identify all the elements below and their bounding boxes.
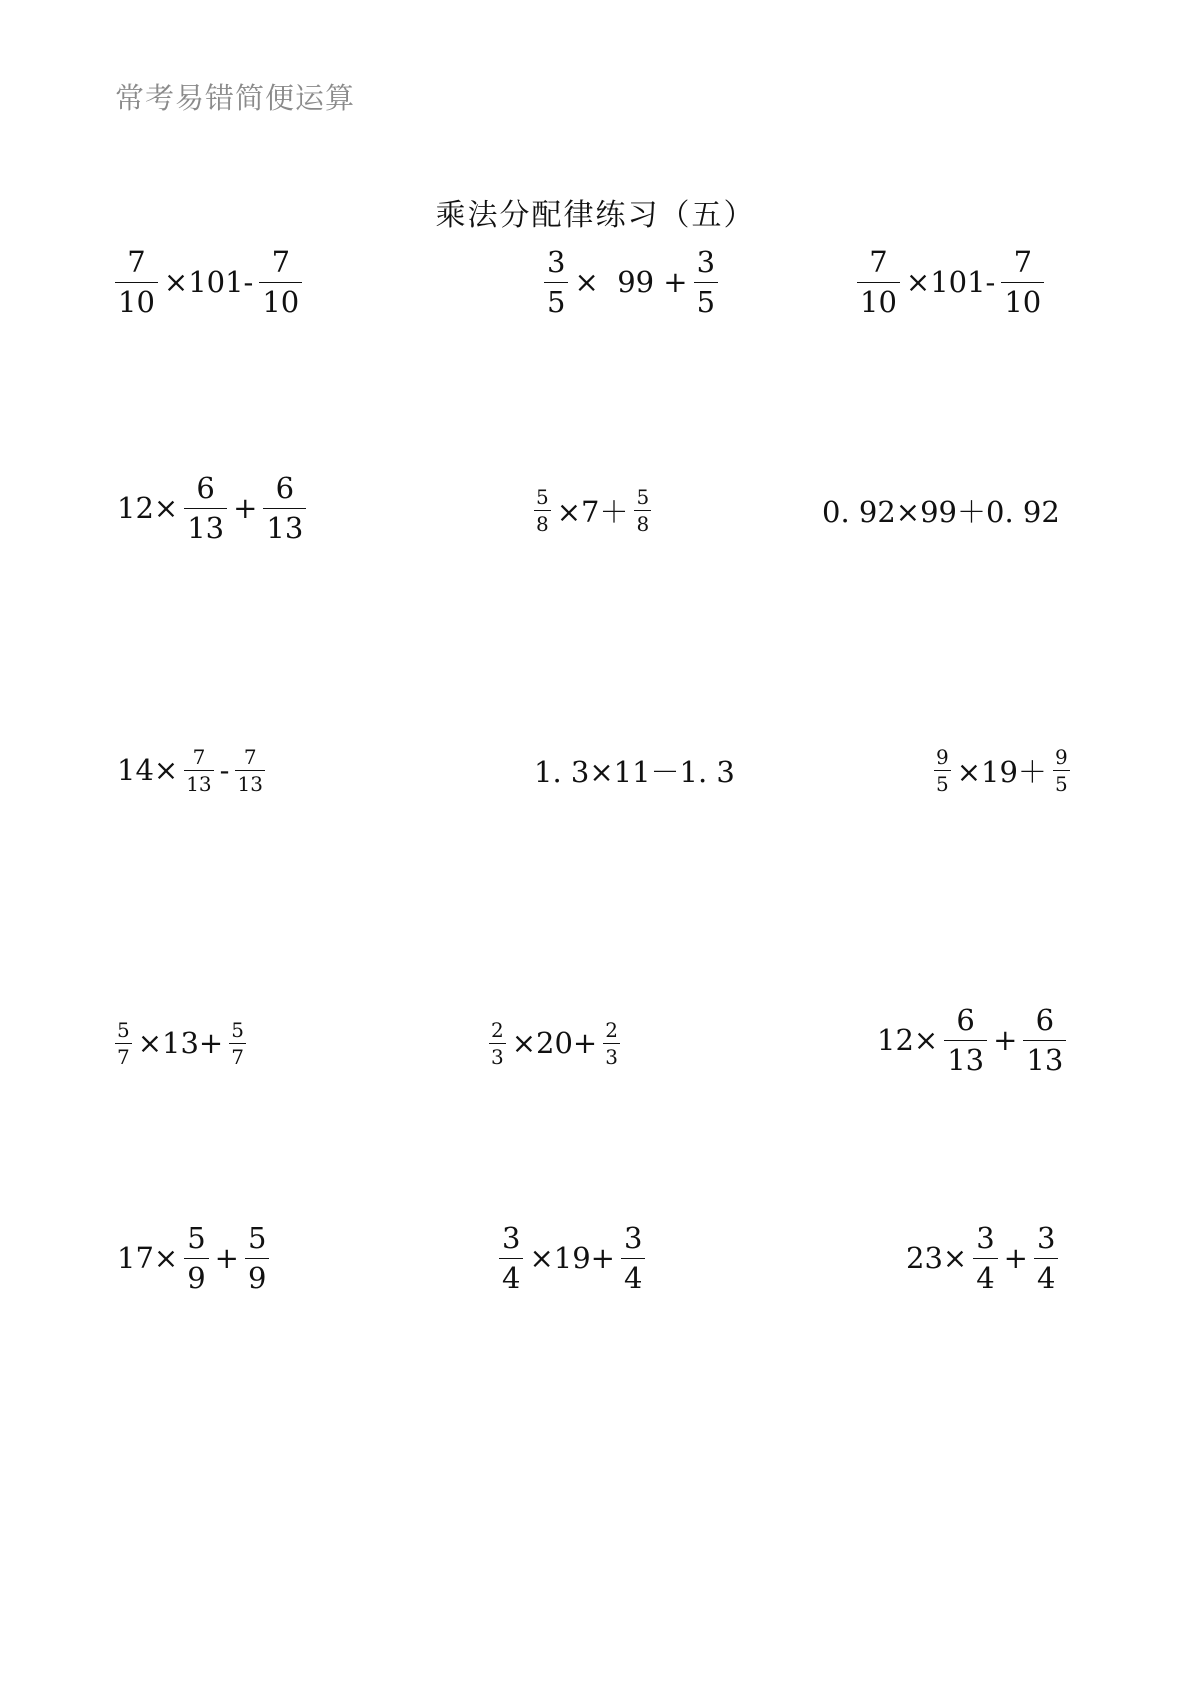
fraction <box>184 470 227 545</box>
expression-text: 1. 3×11－1. 3 <box>534 754 735 789</box>
expression-text: 0. 92×99＋0. 92 <box>822 494 1060 529</box>
denominator: 10 <box>1001 282 1044 317</box>
denominator: 5 <box>544 282 568 317</box>
expression-text: ×101- <box>905 265 996 299</box>
problem-13 <box>113 1218 271 1298</box>
denominator: 4 <box>499 1258 523 1293</box>
fraction <box>973 1220 997 1295</box>
problem-2 <box>542 242 720 322</box>
fraction <box>1034 1220 1058 1295</box>
fraction <box>263 470 306 545</box>
denominator: 4 <box>1034 1258 1058 1293</box>
numerator: 9 <box>936 744 949 769</box>
problem-10 <box>113 1003 248 1083</box>
numerator: 6 <box>1035 1002 1055 1037</box>
expression-text: + <box>993 1023 1018 1057</box>
numerator: 7 <box>869 244 888 279</box>
problem-11 <box>487 1003 622 1083</box>
expression-text: ×101- <box>163 265 254 299</box>
numerator: 5 <box>117 1017 130 1042</box>
problem-12 <box>873 1000 1068 1080</box>
denominator: 8 <box>536 511 549 536</box>
numerator: 3 <box>623 1220 643 1255</box>
expression-text: 12× <box>877 1023 939 1057</box>
numerator: 9 <box>1054 744 1068 769</box>
denominator: 7 <box>231 1044 244 1069</box>
numerator: 3 <box>547 244 566 279</box>
problem-9 <box>932 730 1072 810</box>
expression-text: × 99 + <box>574 265 688 299</box>
fraction <box>1023 1002 1066 1077</box>
fraction <box>115 244 158 319</box>
fraction <box>1001 244 1044 319</box>
fraction <box>1053 744 1070 796</box>
expression-text: ×13+ <box>137 1026 224 1060</box>
numerator: 3 <box>1036 1220 1056 1255</box>
fraction <box>544 244 568 319</box>
denominator: 8 <box>636 511 650 536</box>
denominator: 4 <box>973 1258 997 1293</box>
problem-5 <box>532 470 653 550</box>
expression-text: ×19＋ <box>956 754 1047 789</box>
fraction <box>534 484 551 536</box>
worksheet-title: 乘法分配律练习（五） <box>435 198 756 233</box>
expression-text: + <box>233 491 258 525</box>
problem-6 <box>818 470 1064 550</box>
fraction <box>499 1220 523 1295</box>
numerator: 5 <box>247 1220 267 1255</box>
fraction <box>259 244 302 319</box>
fraction <box>229 1017 246 1069</box>
problem-8 <box>530 730 739 810</box>
expression-text: 14× <box>117 753 179 787</box>
fraction <box>245 1220 269 1295</box>
expression-text: 23× <box>906 1241 968 1275</box>
expression-text: ×7＋ <box>556 494 629 529</box>
denominator: 10 <box>259 282 302 317</box>
fraction <box>184 1220 208 1295</box>
numerator: 3 <box>696 244 716 279</box>
fraction <box>603 1017 620 1069</box>
denominator: 4 <box>621 1258 645 1293</box>
worksheet-header: 常考易错简便运算 <box>115 81 356 115</box>
problem-3 <box>855 242 1046 322</box>
numerator: 7 <box>192 744 206 769</box>
numerator: 5 <box>187 1220 206 1255</box>
fraction <box>694 244 718 319</box>
numerator: 3 <box>976 1220 995 1255</box>
numerator: 6 <box>956 1002 975 1037</box>
numerator: 2 <box>491 1017 504 1042</box>
denominator: 5 <box>936 771 949 796</box>
denominator: 9 <box>184 1258 208 1293</box>
denominator: 13 <box>263 508 306 543</box>
numerator: 7 <box>271 244 291 279</box>
problem-7 <box>113 730 267 810</box>
fraction <box>235 744 264 796</box>
numerator: 5 <box>231 1017 244 1042</box>
denominator: 10 <box>857 282 900 317</box>
expression-text: ×20+ <box>511 1026 598 1060</box>
denominator: 13 <box>237 771 263 796</box>
expression-text: 12× <box>117 491 179 525</box>
problem-1 <box>113 242 304 322</box>
numerator: 6 <box>196 470 215 505</box>
denominator: 10 <box>115 282 158 317</box>
numerator: 5 <box>636 484 650 509</box>
fraction <box>184 744 213 796</box>
numerator: 7 <box>127 244 146 279</box>
numerator: 6 <box>275 470 295 505</box>
denominator: 13 <box>1023 1040 1066 1075</box>
fraction <box>944 1002 987 1077</box>
problem-15 <box>902 1218 1060 1298</box>
fraction <box>115 1017 132 1069</box>
denominator: 5 <box>1054 771 1068 796</box>
expression-text: - <box>219 753 230 787</box>
denominator: 13 <box>944 1040 987 1075</box>
expression-text: 17× <box>117 1241 179 1275</box>
numerator: 3 <box>502 1220 521 1255</box>
denominator: 5 <box>694 282 718 317</box>
denominator: 13 <box>186 771 212 796</box>
expression-text: + <box>214 1241 239 1275</box>
fraction <box>857 244 900 319</box>
fraction <box>634 484 651 536</box>
denominator: 3 <box>605 1044 618 1069</box>
fraction <box>489 1017 506 1069</box>
numerator: 7 <box>243 744 257 769</box>
denominator: 13 <box>184 508 227 543</box>
fraction <box>934 744 951 796</box>
denominator: 9 <box>245 1258 269 1293</box>
problem-4 <box>113 468 308 548</box>
denominator: 7 <box>117 1044 130 1069</box>
expression-text: ×19+ <box>529 1241 615 1275</box>
numerator: 7 <box>1013 244 1033 279</box>
numerator: 2 <box>605 1017 618 1042</box>
fraction <box>621 1220 645 1295</box>
expression-text: + <box>1003 1241 1028 1275</box>
denominator: 3 <box>491 1044 504 1069</box>
numerator: 5 <box>536 484 549 509</box>
problem-14 <box>497 1218 647 1298</box>
